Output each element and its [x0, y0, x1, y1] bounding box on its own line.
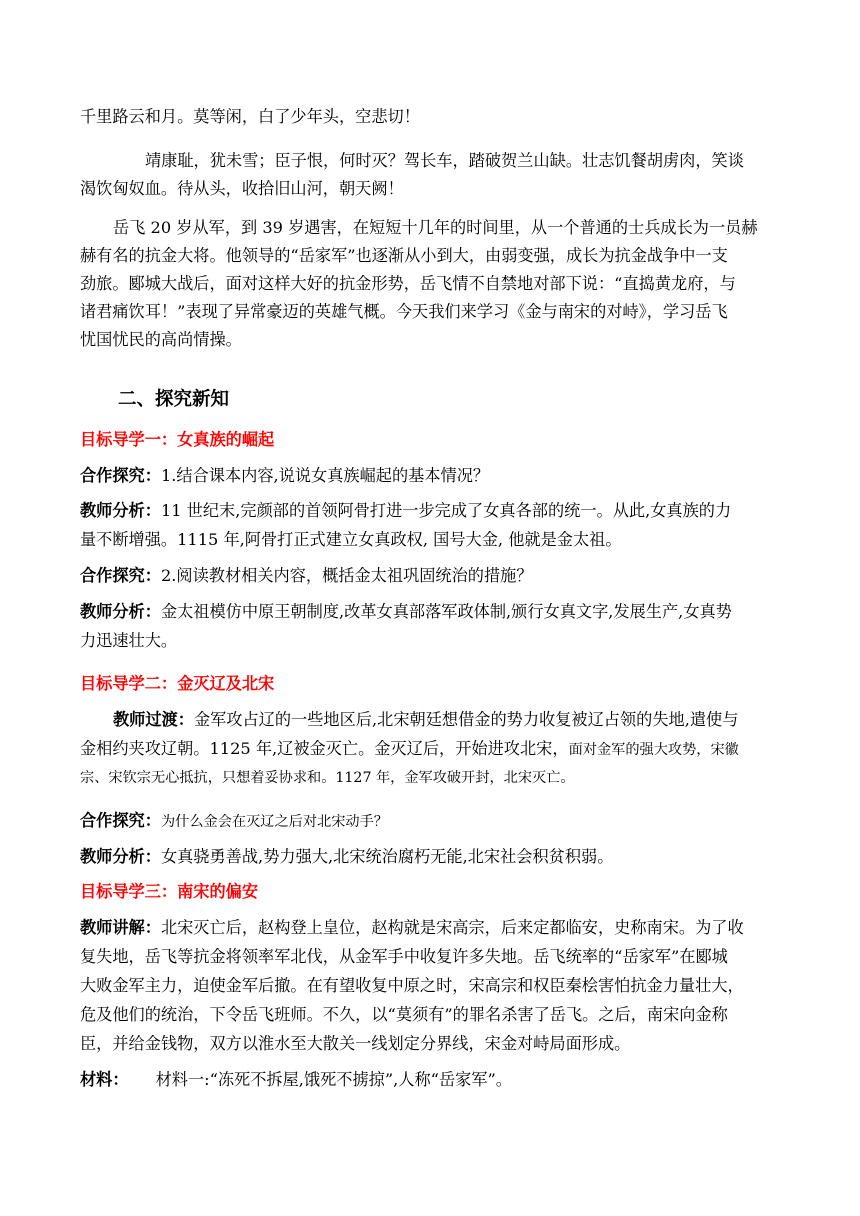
label: 合作探究：	[80, 811, 161, 830]
teacher-lecture	[80, 914, 780, 942]
teacher-lecture-cont: 大败金军主力，迫使金军后撤。在有望收复中原之时，宋高宗和权臣秦桧害怕抗金力量壮大，	[80, 976, 744, 995]
label: 教师讲解：	[80, 918, 161, 937]
teacher-analysis-cont: 量不断增强。1115 年,阿骨打正式建立女真政权, 国号大金, 他就是金太祖。	[80, 530, 622, 549]
text: 面对金军的强大攻势，宋徽	[568, 742, 739, 758]
intro-paragraph-line: 岳飞 20 岁从军，到 39 岁遇害，在短短十几年的时间里，从一个普通的士兵成长为一员赫	[113, 218, 758, 237]
poem-line: 靖康耻，犹未雪；臣子恨，何时灭？驾长车，踏破贺兰山缺。壮志饥餐胡虏肉，笑谈	[145, 151, 744, 170]
poem-line: 千里路云和月。莫等闲，白了少年头，空悲切！	[80, 107, 420, 126]
material-line	[80, 1066, 780, 1094]
inquiry-question	[80, 562, 780, 590]
teacher-analysis-cont: 力迅速壮大。	[80, 631, 178, 650]
label: 材料：	[80, 1070, 129, 1089]
teacher-analysis	[80, 843, 780, 871]
text: 金太祖模仿中原王朝制度,改革女真部落军政体制,颁行女真文字,发展生产,女真势	[160, 602, 732, 621]
label: 教师分析：	[80, 847, 161, 866]
section-heading: 二、探究新知	[118, 389, 230, 410]
teacher-lecture-cont: 危及他们的统治，下令岳飞班师。不久，以“莫须有”的罪名杀害了岳飞。之后，南宋向金称	[80, 1005, 728, 1024]
teacher-analysis	[80, 598, 780, 626]
inquiry-question	[80, 462, 780, 490]
text: 女真骁勇善战,势力强大,北宋统治腐朽无能,北宋社会积贫积弱。	[160, 847, 614, 866]
label: 教师分析：	[80, 602, 161, 621]
label: 教师分析：	[80, 501, 161, 520]
poem-line: 渴饮匈奴血。待从头，收拾旧山河，朝天阙！	[80, 179, 404, 198]
text: 金军攻占辽的一些地区后,北宋朝廷想借金的势力收复被辽占领的失地,遣使与	[193, 710, 739, 729]
label: 合作探究：	[80, 566, 161, 585]
text: 北宋灭亡后，赵构登上皇位，赵构就是宋高宗，后来定都临安，史称南宋。为了收	[160, 918, 744, 937]
intro-paragraph-line: 赫有名的抗金大将。他领导的“岳家军”也逐渐从小到大，由弱变强，成长为抗金战争中一支	[80, 246, 728, 265]
teacher-transition	[113, 706, 813, 734]
goal-heading: 目标导学二：金灭辽及北宋	[80, 674, 275, 693]
text: 为什么金会在灭辽之后对北宋动手？	[160, 814, 388, 830]
text: 金相约夹攻辽朝。1125 年,辽被金灭亡。金灭辽后，开始进攻北宋，	[80, 739, 569, 758]
teacher-transition-cont: 宗、宋钦宗无心抵抗，只想着妥协求和。1127 年，金军攻破开封，北宋灭亡。	[80, 770, 575, 786]
text: 2.阅读教材相关内容，概括金太祖巩固统治的措施？	[160, 566, 533, 585]
text: 材料一:“冻死不拆屋,饿死不掳掠”,人称“岳家军”。	[155, 1070, 512, 1089]
teacher-analysis	[80, 497, 780, 525]
inquiry-question	[80, 807, 780, 836]
intro-paragraph-line: 忧国忧民的高尚情操。	[80, 330, 242, 349]
label: 合作探究：	[80, 466, 161, 485]
intro-paragraph-line: 劲旅。郾城大战后，面对这样大好的抗金形势，岳飞情不自禁地对部下说：“直捣黄龙府，与	[80, 274, 736, 293]
intro-paragraph-line: 诸君痛饮耳！”表现了异常豪迈的英雄气概。今天我们来学习《金与南宋的对峙》，学习岳飞	[80, 302, 728, 321]
text: 11 世纪末,完颜部的首领阿骨打进一步完成了女真各部的统一。从此,女真族的力	[160, 501, 732, 520]
teacher-lecture-cont: 复失地，岳飞等抗金将领率军北伐，从金军手中收复许多失地。岳飞统率的“岳家军”在郾城	[80, 947, 728, 966]
teacher-lecture-cont: 臣，并给金钱物，双方以淮水至大散关一线划定分界线，宋金对峙局面形成。	[80, 1034, 631, 1053]
goal-heading: 目标导学一：女真族的崛起	[80, 430, 275, 449]
teacher-transition-cont	[80, 735, 780, 764]
text: 1.结合课本内容,说说女真族崛起的基本情况？	[160, 466, 490, 485]
label: 教师过渡：	[113, 710, 194, 729]
goal-heading: 目标导学三：南宋的偏安	[80, 882, 259, 901]
